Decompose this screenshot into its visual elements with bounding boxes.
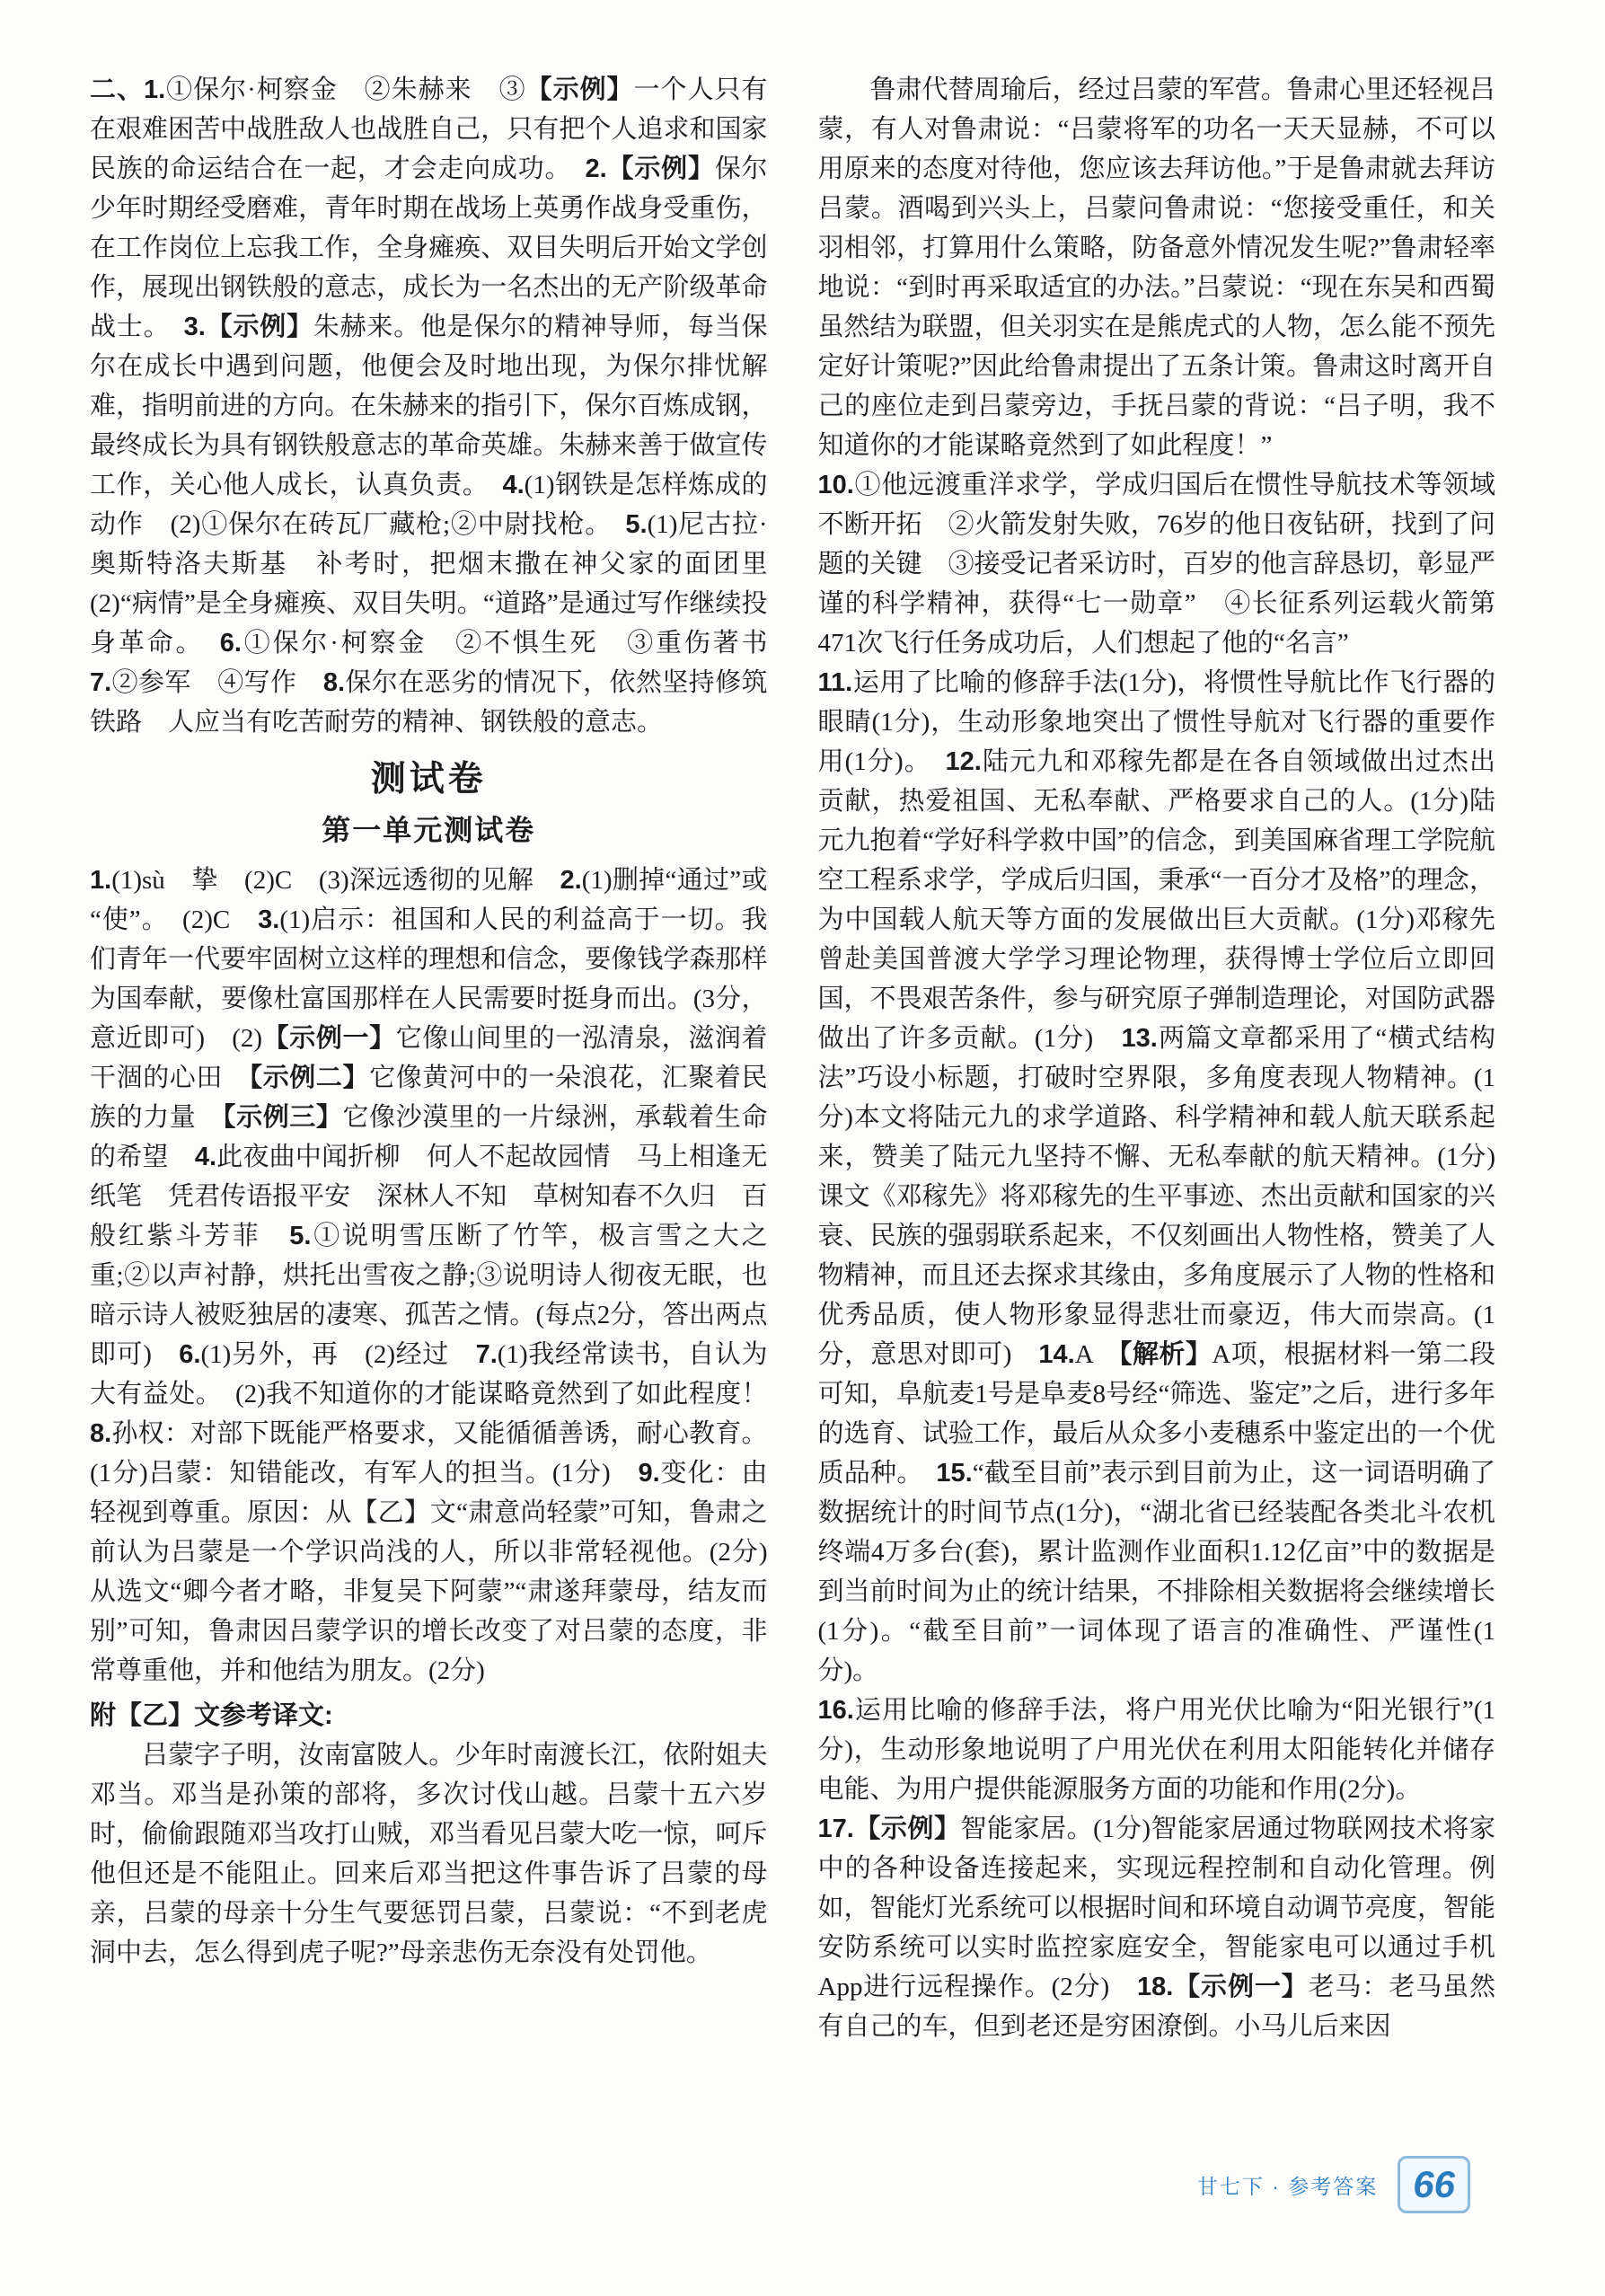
text-run: 它像沙漠里的一片绿洲，承载着生命的希望 (90, 1103, 768, 1171)
answer-number-run: 3. (258, 905, 280, 934)
page-number-badge: 66 (1398, 2156, 1470, 2213)
page-footer (1197, 2156, 1470, 2213)
right-column (818, 70, 1496, 2046)
answer-number-run: 14. (1038, 1340, 1075, 1369)
answer-block-10 (818, 465, 1496, 663)
text-run: 孙权：对部下既能严格要求，又能循循善诱，耐心教育。(1分)吕蒙：知错能改，有军人的担当。(1分) (90, 1419, 768, 1488)
translation-paragraph-continued (818, 70, 1496, 465)
answer-number-run: 7. (475, 1340, 498, 1369)
answer-block-11-15 (818, 663, 1496, 1691)
text-run: (1)启示：祖国和人民的利益高于一切。我们青年一代要牢固树立这样的理想和信念，要像钱学森那样为国奉献，要像杜富国那样在人民需要时挺身而出。(3分，意近即可) (2) (90, 905, 768, 1053)
page-content (90, 70, 1495, 2046)
text-run: (1)我经常读书，自认为大有益处。 (2)我不知道你的才能谋略竟然到了如此程度！ (90, 1340, 794, 1409)
text-run: (1)sù 挚 (2)C (3)深远透彻的见解 (111, 866, 560, 895)
text-run: 第一单元测试卷 (322, 814, 536, 846)
answer-number-run: 16. (817, 1696, 854, 1725)
text-run: 朱赫来。他是保尔的精神导师，每当保尔在成长中遇到问题，他便会及时地出现，为保尔排忧解难，指明前进的方向。在朱赫来的指引下，保尔百炼成钢，最终成长为具有钢铁般意志的革命英雄。朱赫来善于做宣传工作，关心他人成长，认真负责。 (90, 313, 768, 499)
text-run: 老马：老马虽然有自己的车，但到老还是穷困潦倒。小马儿后来因 (817, 1973, 1495, 2041)
text-run: 运用了比喻的修辞手法(1分)，将惯性导航比作飞行器的眼睛(1分)，生动形象地突出了惯性导航对飞行器的重要作用(1分)。 (817, 668, 1495, 776)
answer-number-run: 6. (219, 629, 242, 658)
answer-number-run: 6. (179, 1340, 201, 1369)
text-run: 它像黄河中的一朵浪花，汇聚着民族的力量 (90, 1064, 768, 1132)
answer-number-run: 3.【示例】 (183, 313, 313, 341)
answer-number-run: 5. (625, 510, 648, 539)
text-run: ①保尔·柯察金 ②不惧生死 ③重伤著书 (241, 629, 794, 658)
text-run: (1)删掉“通过”或“使”。 (2)C (90, 866, 768, 934)
answer-number-run: 8. (90, 1419, 112, 1448)
translation-label (90, 1696, 768, 1735)
answer-block-unit-one (90, 861, 794, 1691)
text-run: 鲁肃代替周瑜后，经过吕蒙的军营。鲁肃心里还轻视吕蒙，有人对鲁肃说：“吕蒙将军的功名一天天显赫，不可以用原来的态度对待他，您应该去拜访他。”于是鲁肃就去拜访吕蒙。酒喝到兴头上，吕蒙问鲁肃说：“您接受重任，和关羽相邻，打算用什么策略，防备意外情况发生呢?”鲁肃轻率地说：“到时再采取适宜的办法。”吕蒙说：“现在东吴和西蜀虽然结为联盟，但关羽实在是熊虎式的人物，怎么能不预先定好计策呢?”因此给鲁肃提出了五条计策。鲁肃这时离开自己的座位走到吕蒙旁边，手抚吕蒙的背说：“吕子明，我不知道你的才能谋略竟然到了如此程度！” (817, 75, 1495, 460)
text-run: 它像山间里的一泓清泉，滋润着干涸的心田 (90, 1024, 768, 1092)
answer-number-run: 【示例】 (525, 75, 634, 104)
text-run: 保尔在恶劣的情况下，依然坚持修筑铁路 人应当有吃苦耐劳的精神、钢铁般的意志。 (90, 668, 768, 737)
answer-number-run: 4. (502, 471, 525, 499)
text-run: A项，根据材料一第二段可知，阜航麦1号是阜麦8号经“筛选、鉴定”之后，进行多年的选育、试验工作，最后从众多小麦穗系中鉴定出的一个优质品种。 (817, 1340, 1495, 1488)
edition-label: 甘七下 · 参考答案 (1196, 2174, 1379, 2198)
answer-block-part-two (90, 70, 794, 742)
answer-number-run: 【解析】 (1118, 1340, 1213, 1369)
text-run: 陆元九和邓稼先都是在各自领域做出过杰出贡献，热爱祖国、无私奉献、严格要求自己的人。(1分)陆元九抱着“学好科学救中国”的信念，到美国麻省理工学院航空工程系求学，学成后归国，秉承“一百分才及格”的理念，为中国载人航天等方面的发展做出巨大贡献。(1分)邓稼先曾赴美国普渡大学学习理论物理，获得博士学位后立即回国，不畏艰苦条件，参与研究原子弹制造理论，对国防武器做出了许多贡献。(1分) (817, 747, 1495, 1053)
text-run: (1)尼古拉·奥斯特洛夫斯基 补考时，把烟末撒在神父家的面团里 (2)“病情”是全身瘫痪、双目失明。“道路”是通过写作继续投身革命。 (90, 510, 794, 658)
answer-number-run: 2.【示例】 (585, 155, 715, 183)
answer-block-16 (818, 1691, 1496, 1809)
text-run: 吕蒙字子明，汝南富陂人。少年时南渡长江，依附姐夫邓当。邓当是孙策的部将，多次讨伐山越。吕蒙十五六岁时，偷偷跟随邓当攻打山贼，邓当看见吕蒙大吃一惊，呵斥他但还是不能阻止。回来后邓当把这件事告诉了吕蒙的母亲，吕蒙的母亲十分生气要惩罚吕蒙，吕蒙说：“不到老虎洞中去，怎么得到虎子呢?”母亲悲伤无奈没有处罚他。 (90, 1741, 768, 1967)
text-run: 保尔少年时期经受磨难，青年时期在战场上英勇作战身受重伤，在工作岗位上忘我工作，全身瘫痪、双目失明后开始文学创作，展现出钢铁般的意志，成长为一名杰出的无产阶级革命战士。 (90, 155, 768, 341)
answer-number-run: 【示例二】 (249, 1064, 370, 1092)
answer-number-run: 11. (817, 668, 853, 697)
answer-number-run: 15. (936, 1459, 973, 1488)
answer-number-run: 4. (194, 1143, 217, 1171)
answer-number-run: 【示例一】 (262, 1024, 396, 1053)
answer-number-run: 10. (817, 471, 854, 499)
answer-number-run: 5. (289, 1222, 312, 1250)
text-run: (1)另外，再 (2)经过 (200, 1340, 476, 1369)
text-run: ①他远渡重洋求学，学成归国后在惯性导航技术等领域不断开拓 ②火箭发射失败，76岁的他日夜钻研，找到了问题的关键 ③接受记者采访时，百岁的他言辞恳切，彰显严谨的科学精神，获得“七一勋章” ④长征系列运载火箭第471次飞行任务成功后，人们想起了他的“名言” (817, 471, 1495, 658)
text-run: ①保尔·柯察金 ②朱赫来 ③ (165, 75, 526, 104)
answer-number-run: 13. (1121, 1024, 1158, 1053)
text-run: ①说明雪压断了竹竿，极言雪之大之重;②以声衬静，烘托出雪夜之静;③说明诗人彻夜无眠，也暗示诗人被贬独居的凄寒、孤苦之情。(每点2分，答出两点即可) (90, 1222, 768, 1369)
answer-number-run: 17.【示例】 (817, 1815, 961, 1843)
section-title (90, 753, 768, 807)
answer-number-run: 1. (90, 866, 112, 895)
answer-number-run: 9. (638, 1459, 660, 1488)
text-run: (1)钢铁是怎样炼成的 动作 (2)①保尔在砖瓦厂藏枪;②中尉找枪。 (90, 471, 794, 539)
left-column (90, 70, 794, 2046)
text-run: ②参军 ④写作 (111, 668, 323, 697)
answer-number-run: 18.【示例一】 (1136, 1973, 1309, 2001)
text-run: 此夜曲中闻折柳 何人不起故园情 马上相逢无纸笔 凭君传语报平安 深林人不知 草树知春不久归 百般红紫斗芳菲 (90, 1143, 768, 1250)
text-run: A (1074, 1340, 1119, 1369)
answer-block-17-18 (818, 1809, 1496, 2046)
text-run: “截至目前”表示到目前为止，这一词语明确了数据统计的时间节点(1分)，“湖北省已经装配各类北斗农机终端4万多台(套)，累计监测作业面积1.12亿亩”中的数据是到当前时间为止的统计结果，不排除相关数据将会继续增长(1分)。“截至目前”一词体现了语言的准确性、严谨性(1分)。 (817, 1459, 1495, 1685)
text-run: 两篇文章都采用了“横式结构法”巧设小标题，打破时空界限，多角度表现人物精神。(1分)本文将陆元九的求学道路、科学精神和载人航天联系起来，赞美了陆元九坚持不懈、无私奉献的航天精神。(1分)课文《邓稼先》将邓稼先的生平事迹、杰出贡献和国家的兴衰、民族的强弱联系起来，不仅刻画出人物性格，赞美了人物精神，而且还去探求其缘由，多角度展示了人物的性格和优秀品质，使人物形象显得悲壮而豪迈，伟大而崇高。(1分，意思对即可) (817, 1024, 1495, 1369)
answer-number-run: 12. (945, 747, 982, 776)
answer-number-run: 7. (90, 668, 112, 697)
text-run: 运用比喻的修辞手法，将户用光伏比喻为“阳光银行”(1分)，生动形象地说明了户用光伏在利用太阳能转化并储存电能、为用户提供能源服务方面的功能和作用(2分)。 (817, 1696, 1495, 1804)
unit-test-title (90, 807, 768, 853)
text-run: 变化：由轻视到尊重。原因：从【乙】文“肃意尚轻蒙”可知，鲁肃之前认为吕蒙是一个学识尚浅的人，所以非常轻视他。(2分)从选文“卿今者才略，非复吴下阿蒙”“肃遂拜蒙母，结友而别”可知，鲁肃因吕蒙学识的增长改变了对吕蒙的态度，非常尊重他，并和他结为朋友。(2分) (90, 1459, 768, 1685)
answer-number-run: 二、1. (90, 75, 166, 104)
translation-paragraph (90, 1735, 768, 1973)
text-run: 智能家居。(1分)智能家居通过物联网技术将家中的各种设备连接起来，实现远程控制和自动化管理。例如，智能灯光系统可以根据时间和环境自动调节亮度，智能安防系统可以实时监控家庭安全，智能家电可以通过手机App进行远程操作。(2分) (817, 1815, 1495, 2001)
text-run: 一个人只有在艰难困苦中战胜敌人也战胜自己，只有把个人追求和国家民族的命运结合在一起，才会走向成功。 (90, 75, 768, 183)
text-run: 测试卷 (370, 760, 487, 799)
answer-number-run: 8. (322, 668, 346, 697)
answer-number-run: 【示例三】 (223, 1103, 343, 1132)
answer-number-run: 2. (560, 866, 582, 895)
text-run: 附【乙】文参考译文: (90, 1701, 333, 1730)
